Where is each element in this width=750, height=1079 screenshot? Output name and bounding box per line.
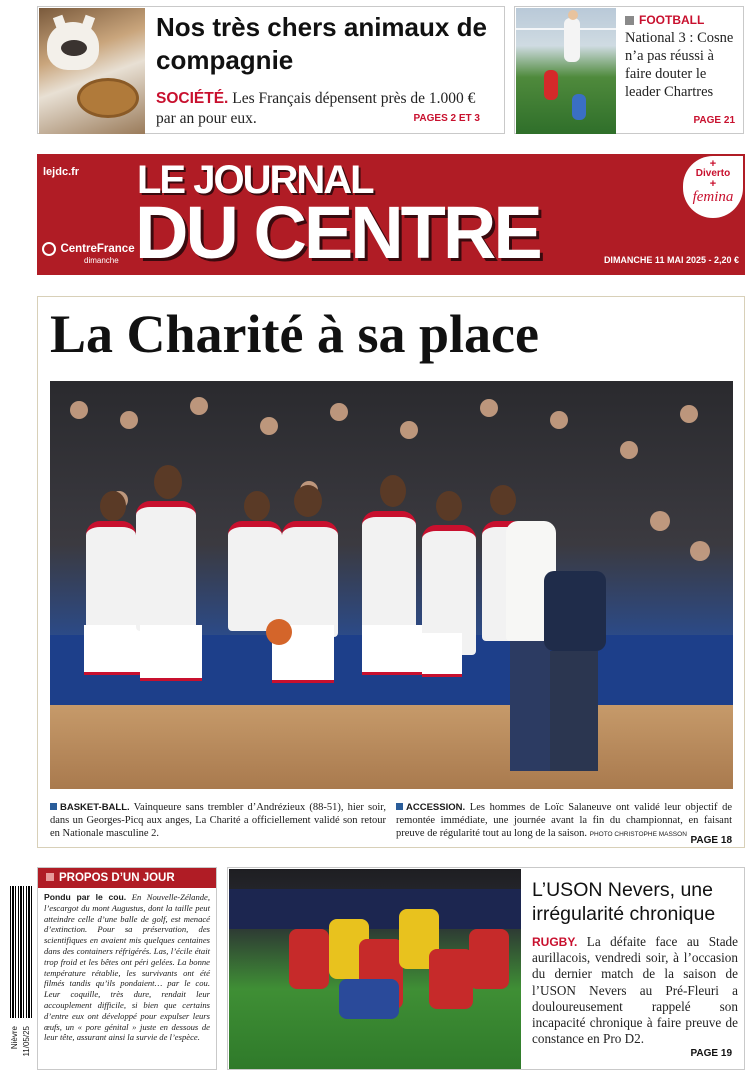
square-bullet-icon — [46, 873, 54, 881]
teaser-football-kicker: FOOTBALL — [639, 13, 705, 27]
barcode-block — [10, 886, 34, 1071]
supplement-diverto[interactable]: Diverto — [695, 168, 731, 179]
teaser-pets-headline[interactable]: Nos très chers animaux de compagnie — [156, 12, 487, 75]
teaser-pets[interactable] — [37, 6, 505, 134]
sidebar-header — [38, 868, 216, 888]
masthead-url[interactable]: lejdc.fr — [43, 166, 80, 178]
barcode-date: 11/05/25 — [22, 1026, 31, 1057]
rugby-photo — [229, 869, 521, 1069]
lead-caption-left-kicker: BASKET-BALL. — [60, 802, 130, 813]
rugby-story[interactable] — [227, 867, 745, 1070]
masthead — [37, 154, 745, 275]
sidebar-text: En Nouvelle-Zélande, l’escargot du mont Augustus, dont la taille peut atteindre celle d’une balle de golf, est menacé d’extinction. Pour sa préservation, des scientifiques en avaient mis quelques centaines dans des containers réfrigérés. Las, l’écile était trop froid et les bêtes ont péri gelées. La bonne température rétablie, les survivants ont été filmés tandis qu’ils pondaient… par le cou. Leur coquille, très dure, rendait leur accouplement difficile, si bien que certains d’entre eux ont développé pour expulser leurs œufs, un « pore génital » juste en dessous de leur tête, assurant ainsi la survie de l’espèce. — [44, 892, 210, 1043]
lead-headline[interactable]: La Charité à sa place — [50, 304, 539, 364]
centre-france-sub: dimanche — [84, 256, 119, 265]
rugby-headline[interactable]: L’USON Nevers, une irrégularité chronique — [532, 879, 716, 925]
lead-page[interactable]: PAGE 18 — [690, 835, 732, 846]
teaser-football-summary — [625, 13, 741, 101]
sidebar-lead: Pondu par le cou. — [44, 892, 127, 902]
centre-france-logo — [42, 240, 135, 265]
lead-caption-left — [50, 801, 386, 840]
rugby-text: La défaite face au Stade aurillacois, vendredi soir, à l’occasion du dernier match de la saison de l’USON Nevers au Pré-Fleuri a douloureusement rappelé son incapacité chronique à faire preuve de constance en Pro D2. — [532, 934, 738, 1047]
rugby-page[interactable]: PAGE 19 — [690, 1048, 732, 1059]
sidebar-propos — [37, 867, 217, 1070]
lead-photo-credit: PHOTO CHRISTOPHE MASSON — [589, 831, 687, 838]
masthead-date-price: DIMANCHE 11 MAI 2025 - 2,20 € — [603, 255, 739, 265]
square-bullet-icon — [50, 803, 57, 810]
plus-icon: + — [709, 178, 717, 190]
supplement-femina[interactable]: femina — [692, 189, 734, 205]
supplements-badge[interactable] — [683, 156, 743, 218]
centre-france-name: CentreFrance — [60, 242, 135, 255]
masthead-title-line1[interactable]: LE JOURNAL — [137, 158, 373, 202]
barcode — [10, 886, 34, 1018]
square-bullet-icon — [396, 803, 403, 810]
teaser-football-text: National 3 : Cosne n’a pas réussi à faire douter le leader Chartres — [625, 30, 734, 100]
lead-story — [37, 296, 745, 848]
plus-icon: + — [709, 158, 717, 170]
teaser-football-photo — [516, 8, 616, 134]
cf-mark-icon — [42, 242, 56, 256]
barcode-edition: Nièvre — [10, 1026, 19, 1050]
square-bullet-icon — [625, 16, 634, 25]
teaser-pets-text: Les Français dépensent près de 1.000 € par an pour eux. — [156, 90, 476, 127]
masthead-title-line2[interactable]: DU CENTRE — [135, 191, 540, 274]
rugby-kicker: RUGBY. — [532, 935, 578, 949]
sidebar-body — [44, 892, 210, 1043]
teaser-football[interactable] — [514, 6, 744, 134]
rugby-summary — [532, 934, 738, 1047]
lead-photo[interactable] — [50, 381, 733, 789]
lead-caption-right-text: Les hommes de Loïc Salaneuve ont validé leur objectif de remontée immédiate, une journée avant la fin du championnat, en faisant preuve de régularité tout au long de la saison. — [396, 802, 733, 839]
teaser-pets-kicker: SOCIÉTÉ. — [156, 90, 229, 107]
lead-caption-left-text: Vainqueure sans trembler d’Andrézieux (88-51), hier soir, dans un Georges-Picq aux anges, La Charité a officiellement validé son retour en Nationale masculine 2. — [50, 802, 386, 839]
teaser-pets-photo — [39, 8, 145, 134]
teaser-pets-page[interactable]: PAGES 2 ET 3 — [413, 113, 480, 124]
lead-caption-right-kicker: ACCESSION. — [406, 802, 466, 813]
teaser-football-page[interactable]: PAGE 21 — [693, 115, 735, 126]
lead-caption-right — [396, 801, 732, 841]
sidebar-title: PROPOS D’UN JOUR — [59, 872, 175, 884]
